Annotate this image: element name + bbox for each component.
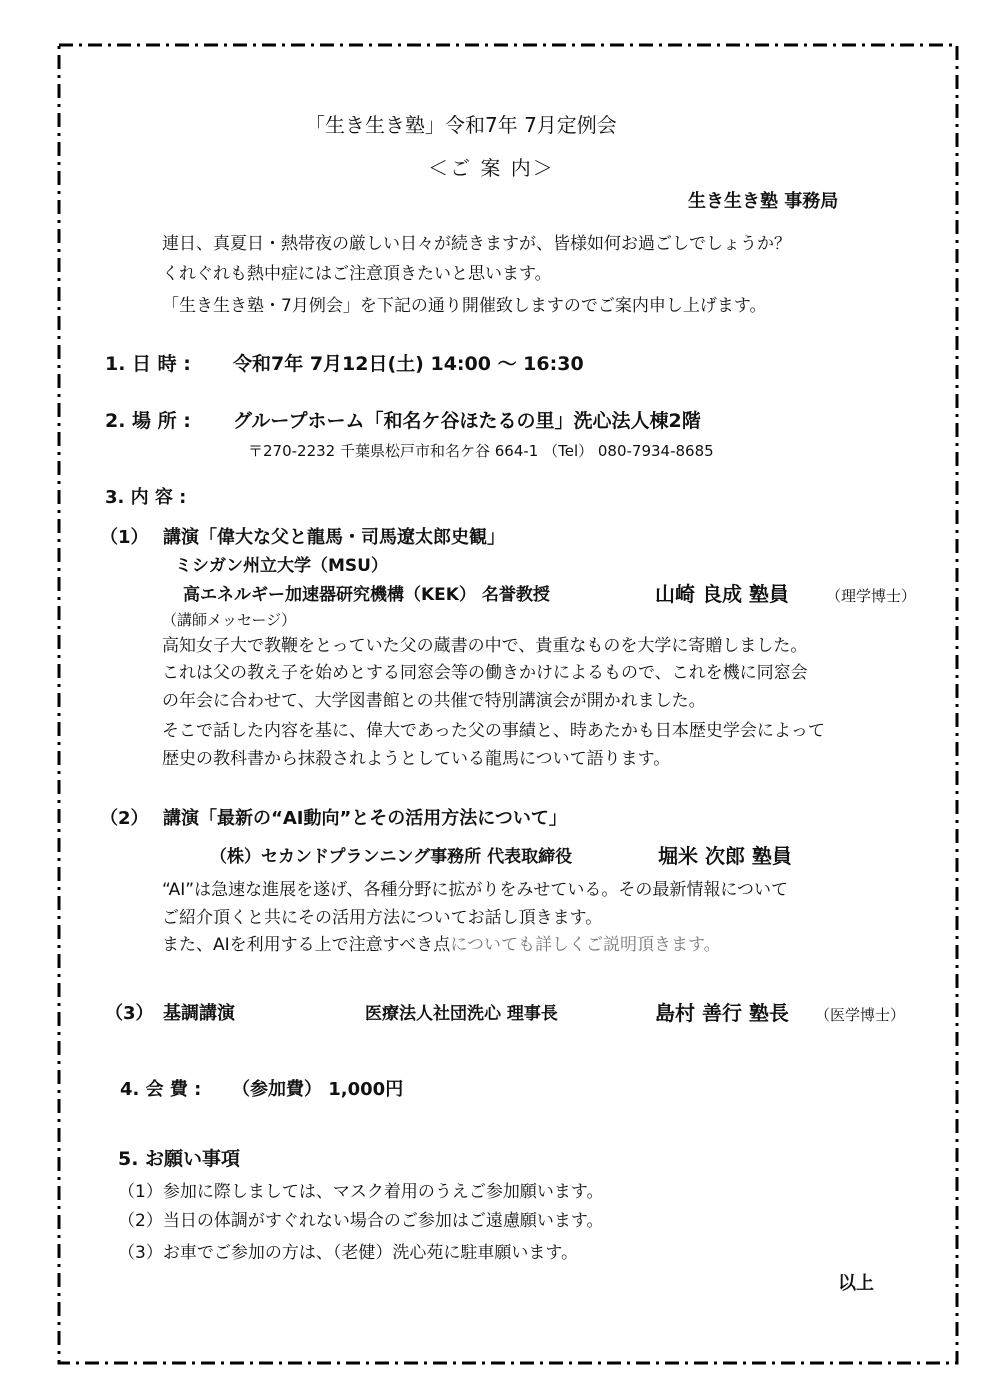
requests-label: 5. お願い事項 [118,1148,241,1170]
intro-line-1: 連日、真夏日・熱帯夜の厳しい日々が続きますが、皆様如何お過ごしでしょうか？ [162,234,791,254]
lecture3-affiliation: 医療法人社団洗心 理事長 [365,1004,558,1024]
intro-line-2: くれぐれも熱中症にはご注意頂きたいと思います。 [162,264,552,284]
place-label: 2. 場 所 : [105,410,191,432]
office-name: 生き生き塾 事務局 [688,191,839,212]
lecture2-description-1: “AI”は急速な進展を遂げ、各種分野に拡がりをみせている。その最新情報について [162,880,789,900]
lecture2-description-3 [162,937,721,954]
place-value: グループホーム「和名ケ谷ほたるの里」洗心法人棟2階 [233,410,701,432]
lecture3-speaker: 島村 善行 塾長 [655,1001,789,1025]
request-3: （3）お車でご参加の方は、（老健）洗心苑に駐車願います。 [118,1243,578,1263]
lecture1-message-1: 高知女子大で教鞭をとっていた父の蔵書の中で、貴重なものを大学に寄贈しました。 [162,636,808,656]
lecture1-affiliation-1: ミシガン州立大学（MSU） [175,556,388,576]
closing-text: 以上 [838,1273,874,1294]
intro-line-3: 「生き生き塾・7月例会」を下記の通り開催致しますのでご案内申し上げます。 [162,296,767,316]
lecture2-affiliation: （株）セカンドプランニング事務所 代表取締役 [210,847,573,867]
place-address: 〒270-2232 千葉県松戸市和名ケ谷 664-1 （Tel） 080-7934-8685 [248,442,714,460]
lecture1-number: （1） [100,527,149,548]
request-2: （2）当日の体調がすぐれない場合のご参加はご遠慮願います。 [118,1211,604,1231]
lecture2-number: （2） [100,808,149,829]
content-label: 3. 内 容 : [105,487,187,508]
page-subtitle: ＜ご 案 内＞ [428,156,555,180]
lecture1-message-2: これは父の教え子を始めとする同窓会等の働きかけによるもので、これを機に同窓会 [162,663,808,683]
request-1: （1）参加に際しましては、マスク着用のうえご参加願います。 [118,1182,604,1202]
page-title: 「生き生き塾」令和7年 7月定例会 [305,113,617,137]
lecture2-description-3b: についても詳しくご説明頂きます。 [450,935,721,955]
lecture2-title: 講演「最新の“AI動向”とその活用方法について」 [163,808,567,829]
lecture3-degree: （医学博士） [815,1006,906,1024]
fee-value: （参加費） 1,000円 [232,1079,404,1100]
lecture2-speaker: 堀米 次郎 塾員 [658,844,792,868]
lecture1-message-5: 歴史の教科書から抹殺されようとしている龍馬について語ります。 [162,749,671,769]
lecture3-title: 基調講演 [163,1003,235,1024]
lecture1-title: 講演「偉大な父と龍馬・司馬遼太郎史観」 [163,527,505,548]
lecture1-message-3: の年会に合わせて、大学図書館との共催で特別講演会が開かれました。 [162,691,706,711]
lecture1-speaker: 山崎 良成 塾員 [655,582,789,606]
date-value: 令和7年 7月12日(土) 14:00 ～ 16:30 [233,353,584,375]
lecture2-description-2: ご紹介頂くと共にその活用方法についてお話し頂きます。 [162,908,603,928]
date-label: 1. 日 時 : [105,353,191,375]
lecture1-affiliation-2: 高エネルギー加速器研究機構（KEK） 名誉教授 [183,585,550,605]
lecture2-description-3a: また、AIを利用する上で注意すべき点 [162,935,451,955]
fee-label: 4. 会 費 : [120,1079,202,1100]
lecture3-number: （3） [105,1003,154,1024]
lecture1-message-label: （講師メッセージ） [162,611,297,629]
lecture1-message-4: そこで話した内容を基に、偉大であった父の事績と、時あたかも日本歴史学会によって [162,721,825,741]
lecture1-degree: （理学博士） [826,587,917,605]
